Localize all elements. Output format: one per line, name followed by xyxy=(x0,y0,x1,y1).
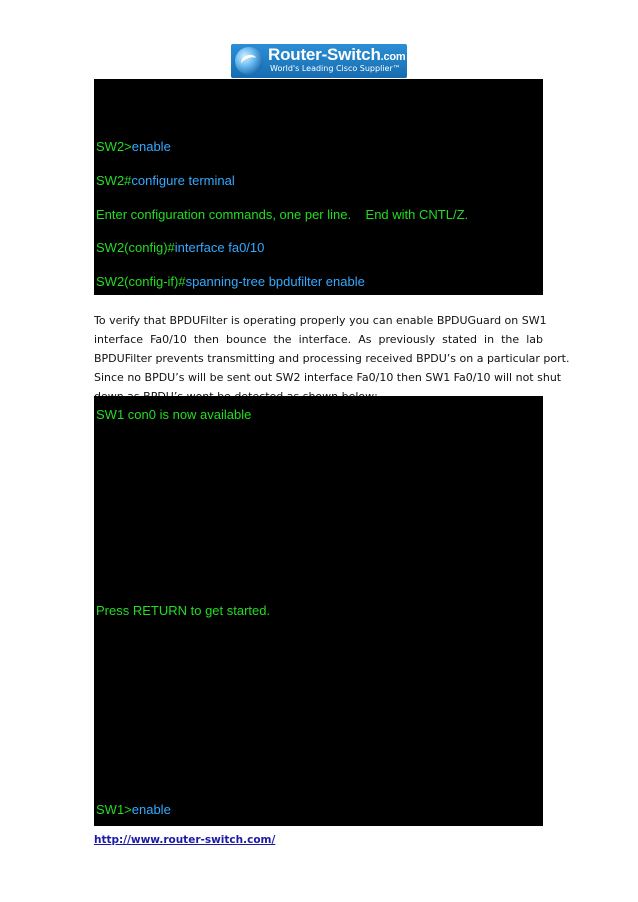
terminal-command: enable xyxy=(131,802,171,817)
paragraph-line: BPDUFilter prevents transmitting and processing received BPDU’s on a particular port. xyxy=(94,352,570,365)
terminal-command: enable xyxy=(131,139,171,154)
router-switch-logo xyxy=(231,44,407,78)
terminal-command: interface fa0/10 xyxy=(174,240,265,255)
terminal-block-sw2-config xyxy=(94,79,543,295)
terminal-prompt: SW2# xyxy=(96,173,132,188)
paragraph-line: interface Fa0/10 then bounce the interface. As previously stated in the lab xyxy=(94,333,543,346)
globe-icon xyxy=(235,47,263,75)
footer-website-link[interactable]: http://www.router-switch.com/ xyxy=(94,834,276,846)
terminal-message: SW1 con0 is now available xyxy=(96,407,252,422)
terminal-prompt: SW2> xyxy=(96,139,132,154)
terminal-command: configure terminal xyxy=(131,173,235,188)
terminal-line xyxy=(96,207,468,222)
terminal-line xyxy=(96,139,171,154)
logo-brand-name: Router-Switch xyxy=(268,45,381,64)
terminal-message: Enter configuration commands, one per line. End with CNTL/Z. xyxy=(96,207,469,222)
terminal-line xyxy=(96,802,171,817)
logo-brand-suffix: .com xyxy=(380,51,406,63)
terminal-line xyxy=(96,603,270,618)
terminal-block-sw1-console xyxy=(94,396,543,826)
terminal-prompt: SW2(config)# xyxy=(96,240,175,255)
terminal-command: spanning-tree bpdufilter enable xyxy=(185,274,365,289)
terminal-prompt: SW1> xyxy=(96,802,132,817)
terminal-line xyxy=(96,407,251,422)
terminal-message: Press RETURN to get started. xyxy=(96,603,271,618)
terminal-line xyxy=(96,240,264,255)
paragraph-line: Since no BPDU’s will be sent out SW2 interface Fa0/10 then SW1 Fa0/10 will not shut xyxy=(94,371,562,384)
terminal-prompt: SW2(config-if)# xyxy=(96,274,186,289)
logo-brand xyxy=(268,45,406,65)
paragraph-line: To verify that BPDUFilter is operating properly you can enable BPDUGuard on SW1 xyxy=(94,314,547,327)
body-paragraph xyxy=(94,311,570,406)
terminal-line xyxy=(96,274,365,289)
terminal-line xyxy=(96,173,235,188)
logo-tagline: World's Leading Cisco Supplier™ xyxy=(270,64,401,73)
